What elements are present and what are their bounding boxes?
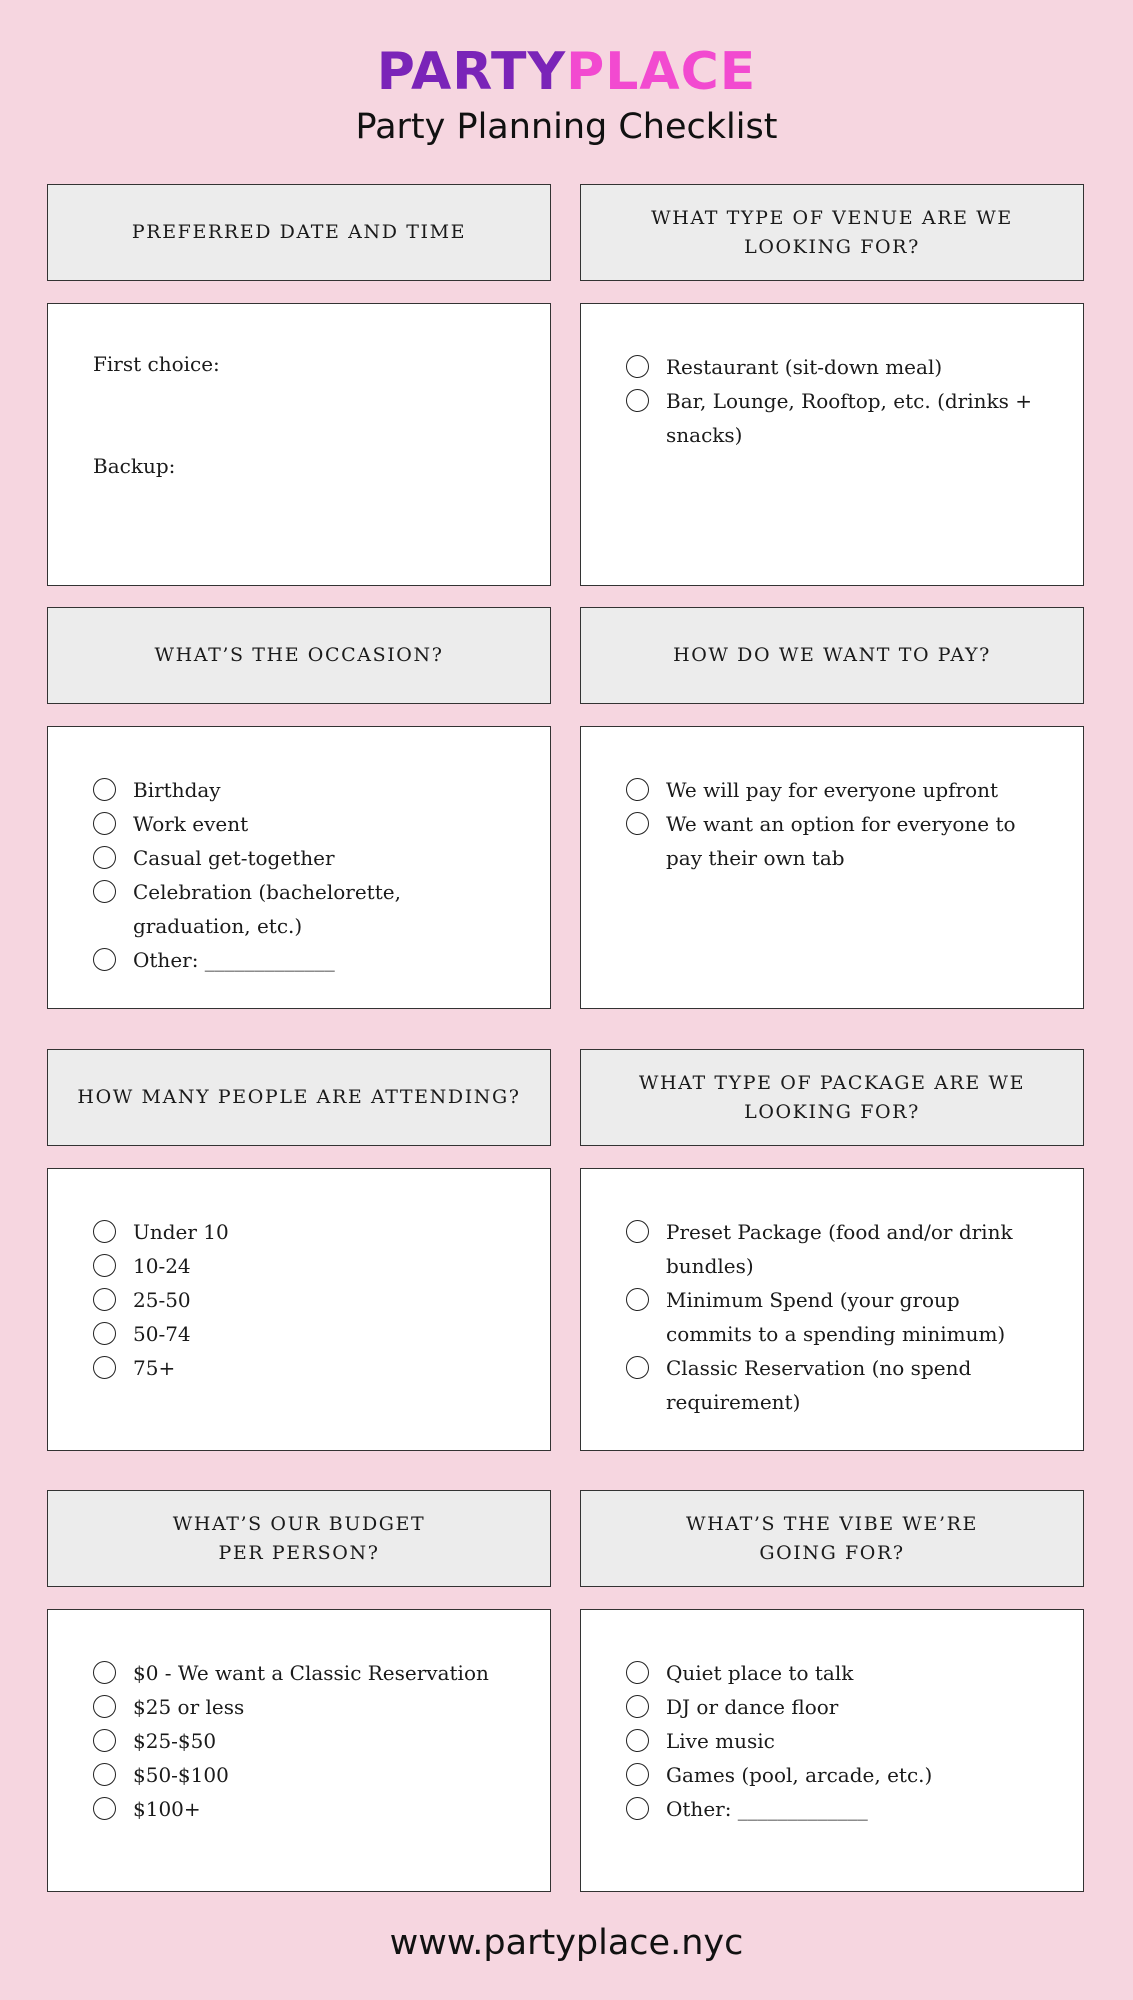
package-option-preset[interactable] xyxy=(626,1215,1043,1283)
budget-option-25-50[interactable] xyxy=(93,1724,510,1758)
package-options xyxy=(581,1169,1083,1419)
attendees-heading-text: HOW MANY PEOPLE ARE ATTENDING? xyxy=(77,1086,521,1108)
option-label: Birthday xyxy=(133,778,221,802)
radio-circle-icon[interactable] xyxy=(93,880,116,903)
option-label: 10-24 xyxy=(133,1254,191,1278)
option-label: Minimum Spend (your group commits to a spending minimum) xyxy=(666,1288,1006,1346)
radio-circle-icon[interactable] xyxy=(93,1288,116,1311)
budget-options xyxy=(48,1610,550,1826)
option-label: $25-$50 xyxy=(133,1729,217,1753)
date-time-box xyxy=(47,303,551,586)
budget-option-0[interactable] xyxy=(93,1656,510,1690)
vibe-option-games[interactable] xyxy=(626,1758,1043,1792)
vibe-options xyxy=(581,1610,1083,1826)
option-label: Live music xyxy=(666,1729,775,1753)
radio-circle-icon[interactable] xyxy=(626,1220,649,1243)
option-label: Quiet place to talk xyxy=(666,1661,854,1685)
first-choice-label: First choice: xyxy=(93,352,220,376)
date-time-heading-text: PREFERRED DATE AND TIME xyxy=(131,221,467,243)
backup-label: Backup: xyxy=(93,454,176,478)
package-box xyxy=(580,1168,1084,1451)
payment-heading xyxy=(580,607,1084,704)
page-title: Party Planning Checklist xyxy=(355,107,778,147)
radio-circle-icon[interactable] xyxy=(626,1797,649,1820)
attendees-heading xyxy=(47,1049,551,1146)
footer-website-url: www.partyplace.nyc xyxy=(389,1923,744,1963)
radio-circle-icon[interactable] xyxy=(626,812,649,835)
occasion-option-birthday[interactable] xyxy=(93,773,510,807)
occasion-option-casual[interactable] xyxy=(93,841,510,875)
option-label: Celebration (bachelorette, graduation, etc.) xyxy=(133,880,401,938)
venue-box xyxy=(580,303,1084,586)
payment-box xyxy=(580,726,1084,1009)
option-label: 25-50 xyxy=(133,1288,191,1312)
option-label: 50-74 xyxy=(133,1322,191,1346)
occasion-option-work-event[interactable] xyxy=(93,807,510,841)
budget-option-50-100[interactable] xyxy=(93,1758,510,1792)
option-label: Work event xyxy=(133,812,249,836)
payment-option-upfront[interactable] xyxy=(626,773,1043,807)
option-label: $25 or less xyxy=(133,1695,245,1719)
package-heading-text: WHAT TYPE OF PACKAGE ARE WE LOOKING FOR? xyxy=(638,1071,1026,1123)
radio-circle-icon[interactable] xyxy=(626,1288,649,1311)
option-label: Preset Package (food and/or drink bundles) xyxy=(666,1220,1013,1278)
attendees-option-10-24[interactable] xyxy=(93,1249,510,1283)
option-label: 75+ xyxy=(133,1356,176,1380)
option-label: $50-$100 xyxy=(133,1763,229,1787)
option-label: Casual get-together xyxy=(133,846,335,870)
option-label: Other: _____________ xyxy=(666,1797,868,1821)
attendees-box xyxy=(47,1168,551,1451)
attendees-options xyxy=(48,1169,550,1385)
vibe-option-other[interactable] xyxy=(626,1792,1043,1826)
option-label: Games (pool, arcade, etc.) xyxy=(666,1763,933,1787)
vibe-option-quiet[interactable] xyxy=(626,1656,1043,1690)
venue-options xyxy=(581,304,1083,452)
vibe-option-dj[interactable] xyxy=(626,1690,1043,1724)
venue-heading xyxy=(580,184,1084,281)
occasion-box xyxy=(47,726,551,1009)
option-label: We will pay for everyone upfront xyxy=(666,778,999,802)
option-label: Restaurant (sit-down meal) xyxy=(666,355,943,379)
venue-option-bar[interactable] xyxy=(626,384,1043,452)
radio-circle-icon[interactable] xyxy=(626,355,649,378)
party-place-logo xyxy=(0,44,1133,100)
radio-circle-icon[interactable] xyxy=(93,1797,116,1820)
budget-heading-text: WHAT’S OUR BUDGET PER PERSON? xyxy=(172,1512,426,1564)
package-heading xyxy=(580,1049,1084,1146)
radio-circle-icon[interactable] xyxy=(626,1661,649,1684)
option-label: Bar, Lounge, Rooftop, etc. (drinks + snacks) xyxy=(666,389,1033,447)
vibe-box xyxy=(580,1609,1084,1892)
radio-circle-icon[interactable] xyxy=(626,1695,649,1718)
logo-part-party: PARTY xyxy=(376,42,567,102)
radio-circle-icon[interactable] xyxy=(93,1729,116,1752)
payment-option-own-tab[interactable] xyxy=(626,807,1043,875)
radio-circle-icon[interactable] xyxy=(626,1356,649,1379)
package-option-classic[interactable] xyxy=(626,1351,1043,1419)
radio-circle-icon[interactable] xyxy=(93,1695,116,1718)
budget-option-25-or-less[interactable] xyxy=(93,1690,510,1724)
radio-circle-icon[interactable] xyxy=(93,1254,116,1277)
venue-heading-text: WHAT TYPE OF VENUE ARE WE LOOKING FOR? xyxy=(651,206,1013,258)
radio-circle-icon[interactable] xyxy=(93,846,116,869)
attendees-option-under-10[interactable] xyxy=(93,1215,510,1249)
radio-circle-icon[interactable] xyxy=(93,1661,116,1684)
radio-circle-icon[interactable] xyxy=(93,1356,116,1379)
payment-options xyxy=(581,727,1083,875)
occasion-option-other[interactable] xyxy=(93,943,510,977)
budget-heading xyxy=(47,1490,551,1587)
radio-circle-icon[interactable] xyxy=(93,1220,116,1243)
option-label: $0 - We want a Classic Reservation xyxy=(133,1661,489,1685)
option-label: Under 10 xyxy=(133,1220,229,1244)
option-label: Other: _____________ xyxy=(133,948,335,972)
occasion-options xyxy=(48,727,550,977)
occasion-heading xyxy=(47,607,551,704)
option-label: DJ or dance floor xyxy=(666,1695,839,1719)
radio-circle-icon[interactable] xyxy=(93,812,116,835)
option-label: We want an option for everyone to pay their own tab xyxy=(666,812,1016,870)
vibe-heading xyxy=(580,1490,1084,1587)
attendees-option-25-50[interactable] xyxy=(93,1283,510,1317)
radio-circle-icon[interactable] xyxy=(626,1729,649,1752)
occasion-option-celebration[interactable] xyxy=(93,875,510,943)
attendees-option-50-74[interactable] xyxy=(93,1317,510,1351)
occasion-heading-text: WHAT’S THE OCCASION? xyxy=(154,644,444,666)
logo-part-place: PLACE xyxy=(566,42,757,102)
option-label: Classic Reservation (no spend requirement) xyxy=(666,1356,972,1414)
attendees-option-75-plus[interactable] xyxy=(93,1351,510,1385)
radio-circle-icon[interactable] xyxy=(626,389,649,412)
radio-circle-icon[interactable] xyxy=(626,1763,649,1786)
vibe-heading-text: WHAT’S THE VIBE WE’RE GOING FOR? xyxy=(685,1512,978,1564)
vibe-option-live-music[interactable] xyxy=(626,1724,1043,1758)
radio-circle-icon[interactable] xyxy=(93,1763,116,1786)
date-time-heading xyxy=(47,184,551,281)
radio-circle-icon[interactable] xyxy=(93,778,116,801)
budget-box xyxy=(47,1609,551,1892)
payment-heading-text: HOW DO WE WANT TO PAY? xyxy=(673,644,991,666)
option-label: $100+ xyxy=(133,1797,201,1821)
budget-option-100-plus[interactable] xyxy=(93,1792,510,1826)
venue-option-restaurant[interactable] xyxy=(626,350,1043,384)
radio-circle-icon[interactable] xyxy=(626,778,649,801)
package-option-minimum-spend[interactable] xyxy=(626,1283,1043,1351)
radio-circle-icon[interactable] xyxy=(93,1322,116,1345)
radio-circle-icon[interactable] xyxy=(93,948,116,971)
